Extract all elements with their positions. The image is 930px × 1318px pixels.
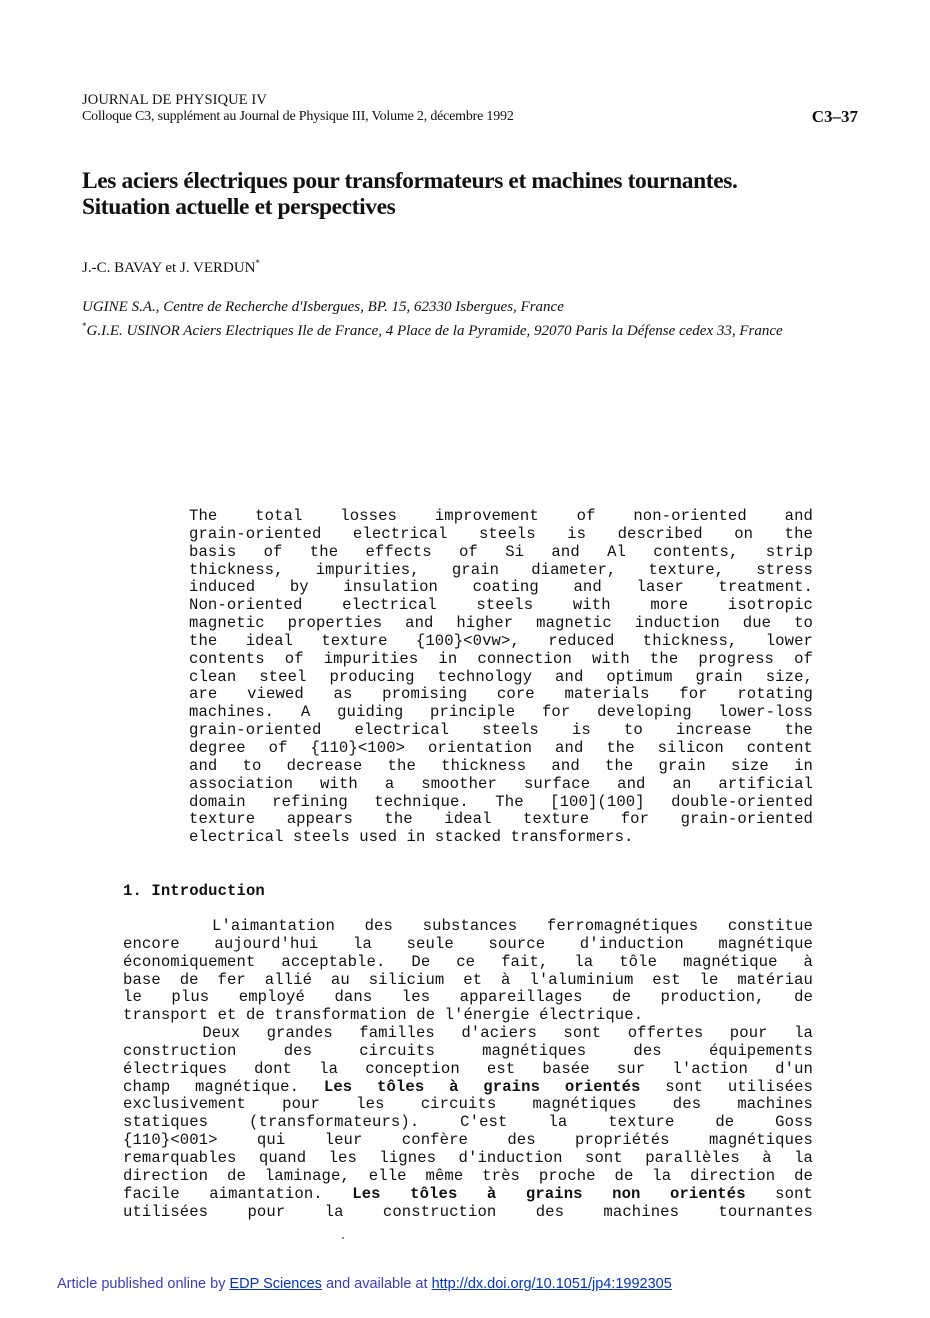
scan-speck [342, 1237, 344, 1239]
abstract-line: Non-oriented electrical steels with more isotropic [189, 597, 813, 615]
abstract-line: magnetic properties and higher magnetic induction due to [189, 615, 813, 633]
abstract-line: and to decrease the thickness and the grain size in [189, 757, 813, 775]
intro-line: remarquables quand les lignes d'induction sont parallèles à la [123, 1149, 813, 1167]
intro-line: transport et de transformation de l'énergie électrique. [123, 1007, 644, 1025]
intro-line: L'aimantation des substances ferromagnétiques constitue [123, 918, 813, 935]
authors-text: J.-C. BAVAY et J. VERDUN [82, 260, 256, 276]
intro-line: {110}<001> qui leur confère des propriétés magnétiques [123, 1132, 813, 1150]
abstract-line: texture appears the ideal texture for grain-oriented [189, 811, 813, 829]
intro-line-emphasis-oriented [123, 1079, 813, 1097]
abstract-line: electrical steels used in stacked transformers. [189, 829, 634, 847]
footer-middle: and available at [321, 1276, 432, 1292]
edp-sciences-link[interactable]: EDP Sciences [229, 1276, 322, 1292]
abstract-line: contents of impurities in connection with the progress of [189, 650, 813, 668]
affiliation-usinor [82, 317, 858, 341]
introduction-body [123, 918, 813, 1221]
intro-line: construction des circuits magnétiques des équipements [123, 1042, 813, 1060]
abstract-line: domain refining technique. The [100](100] double-oriented [189, 793, 813, 811]
intro-line-lead: champ magnétique. [123, 1078, 324, 1096]
author-list [82, 258, 260, 277]
abstract-line: The total losses improvement of non-oriented and [189, 508, 813, 525]
abstract-line: induced by insulation coating and laser treatment. [189, 579, 813, 597]
grains-orientes-emphasis: Les tôles à grains orientés [323, 1078, 641, 1096]
intro-line: le plus employé dans les appareillages de production, de [123, 989, 813, 1007]
journal-name: JOURNAL DE PHYSIQUE IV [82, 92, 267, 108]
intro-line: utilisées pour la construction des machines tournantes [123, 1203, 813, 1221]
intro-line: Deux grandes familles d'aciers sont offertes pour la [123, 1025, 813, 1043]
abstract [189, 508, 813, 847]
abstract-line: thickness, impurities, grain diameter, texture, stress [189, 561, 813, 579]
paper-title [82, 168, 872, 220]
intro-line-emphasis-non-oriented [123, 1186, 813, 1204]
abstract-line: degree of {110}<100> orientation and the silicon content [189, 739, 813, 757]
journal-issue: Colloque C3, supplément au Journal de Physique III, Volume 2, décembre 1992 [82, 109, 514, 124]
section-heading-introduction: 1. Introduction [123, 882, 265, 900]
intro-line-lead: facile aimantation. [123, 1185, 353, 1203]
abstract-line: clean steel producing technology and optimum grain size, [189, 668, 813, 686]
page-number: C3–37 [811, 107, 858, 126]
intro-line: statiques (transformateurs). C'est la texture de Goss [123, 1114, 813, 1132]
abstract-line: basis of the effects of Si and Al contents, strip [189, 543, 813, 561]
abstract-line: association with a smoother surface and an artificial [189, 775, 813, 793]
title-line-2: Situation actuelle et perspectives [82, 194, 396, 220]
intro-line: exclusivement pour les circuits magnétiques des machines [123, 1096, 813, 1114]
title-line-1: Les aciers électriques pour transformateurs et machines tournantes. [82, 168, 738, 194]
affiliation-footnote-mark: * [82, 321, 87, 331]
abstract-line: machines. A guiding principle for developing lower-loss [189, 704, 813, 722]
intro-line: direction de laminage, elle même très proche de la direction de [123, 1167, 813, 1185]
intro-line: encore aujourd'hui la seule source d'induction magnétique [123, 935, 813, 953]
grains-non-orientes-emphasis: Les tôles à grains non orientés [352, 1185, 746, 1203]
intro-line-tail: sont utilisées [640, 1078, 813, 1096]
affiliation-ugine: UGINE S.A., Centre de Recherche d'Isbergues, BP. 15, 62330 Isbergues, France [82, 299, 564, 315]
abstract-line: grain-oriented electrical steels is described on the [189, 525, 813, 543]
intro-line: base de fer allié au silicium et à l'aluminium est le matériau [123, 971, 813, 989]
author-footnote-mark: * [255, 258, 261, 268]
intro-line: économiquement acceptable. De ce fait, la tôle magnétique à [123, 953, 813, 971]
intro-line-tail: sont [745, 1185, 813, 1203]
abstract-line: the ideal texture {100}<0vw>, reduced thickness, lower [189, 632, 813, 650]
doi-link[interactable]: http://dx.doi.org/10.1051/jp4:1992305 [431, 1276, 672, 1292]
intro-line: électriques dont la conception est basée sur l'action d'un [123, 1060, 813, 1078]
publication-footer [57, 1276, 672, 1292]
abstract-line: grain-oriented electrical steels is to increase the [189, 722, 813, 740]
affiliation-usinor-text: G.I.E. USINOR Aciers Electriques Ile de France, 4 Place de la Pyramide, 92070 Paris la Défense cedex 33, France [86, 323, 783, 339]
abstract-line: are viewed as promising core materials for rotating [189, 686, 813, 704]
footer-prefix: Article published online by [57, 1276, 230, 1292]
